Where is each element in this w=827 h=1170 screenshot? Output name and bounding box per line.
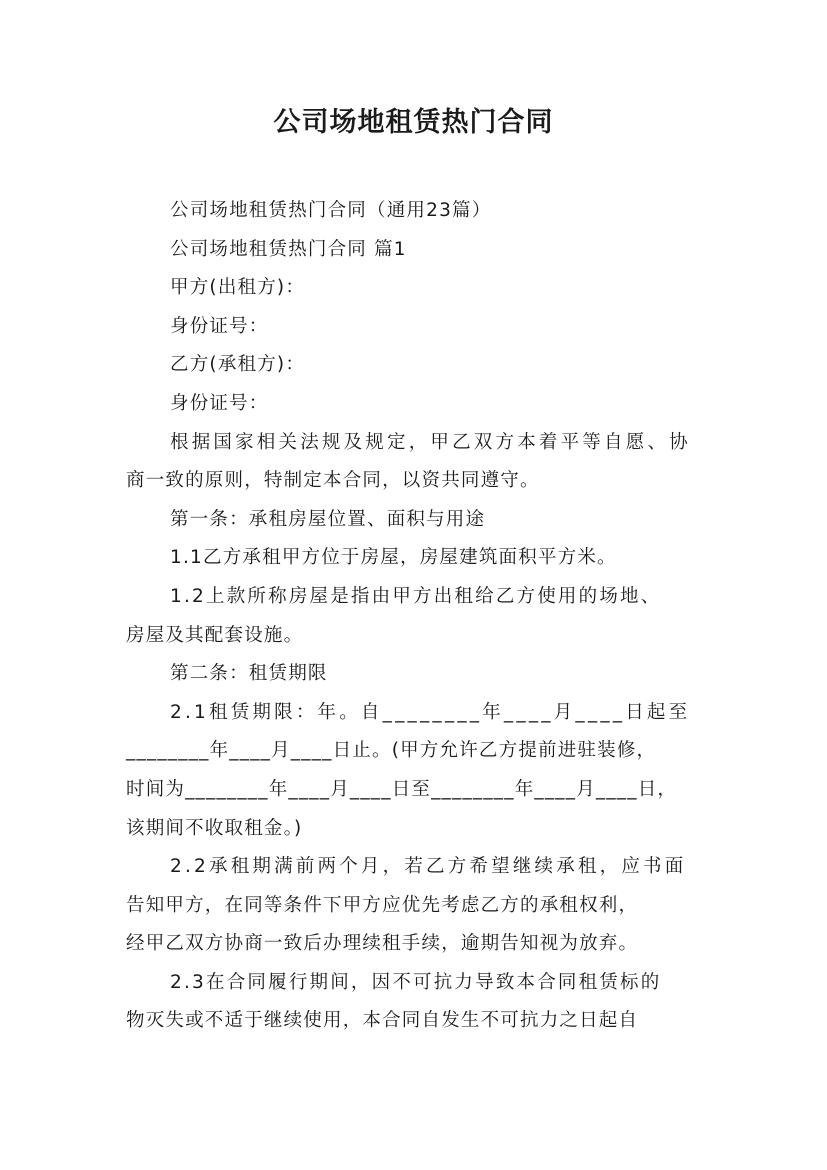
clause-line: 经甲乙双方协商一致后办理续租手续，逾期告知视为放弃。 <box>126 933 639 955</box>
paragraph-line: 根据国家相关法规及规定，甲乙双方本着平等自愿、协 <box>170 431 691 453</box>
article-heading: 第二条：租赁期限 <box>170 663 328 685</box>
party-b-label: 乙方(承租方)： <box>170 354 306 376</box>
clause-line: 1.2上款所称房屋是指由甲方出租给乙方使用的场地、 <box>170 585 662 607</box>
clause-line: 1.1乙方承租甲方位于房屋，房屋建筑面积平方米。 <box>170 547 617 569</box>
party-a-label: 甲方(出租方)： <box>170 277 306 299</box>
clause-line: ________年____月____日止。(甲方允许乙方提前进驻装修， <box>126 740 657 762</box>
party-b-id-label: 身份证号： <box>170 392 269 414</box>
subtitle: 公司场地租赁热门合同（通用23篇） <box>170 200 492 221</box>
clause-line: 房屋及其配套设施。 <box>126 624 304 646</box>
clause-line: 2.3在合同履行期间，因不可抗力导致本合同租赁标的 <box>170 971 662 993</box>
clause-line: 2.1租赁期限：年。自________年____月____日起至 <box>170 701 691 723</box>
clause-line: 告知甲方，在同等条件下甲方应优先考虑乙方的承租权利， <box>126 894 639 916</box>
clause-line: 时间为________年____月____日至________年____月____日， <box>126 778 678 800</box>
section-heading: 公司场地租赁热门合同 篇1 <box>170 238 407 260</box>
article-heading: 第一条：承租房屋位置、面积与用途 <box>170 508 486 530</box>
clause-line: 2.2承租期满前两个月，若乙方希望继续承租，应书面 <box>170 856 687 878</box>
clause-line: 物灭失或不适于继续使用，本合同自发生不可抗力之日起自 <box>126 1010 639 1032</box>
paragraph-line: 商一致的原则，特制定本合同，以资共同遵守。 <box>126 470 540 492</box>
clause-line: 该期间不收取租金。) <box>126 817 303 839</box>
party-a-id-label: 身份证号： <box>170 315 269 337</box>
document-title: 公司场地租赁热门合同 <box>273 107 554 138</box>
document-body <box>126 192 716 1041</box>
